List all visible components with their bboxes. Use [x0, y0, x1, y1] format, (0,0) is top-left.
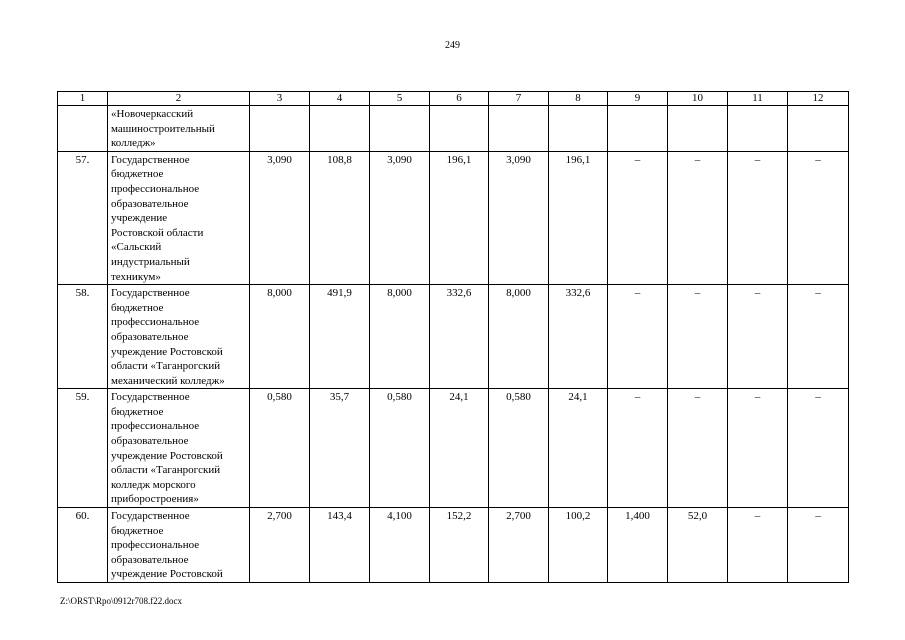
value-cell: – — [608, 151, 668, 284]
value-cell: 24,1 — [549, 389, 608, 508]
institution-name-line: Государственное — [111, 510, 190, 523]
table-row — [58, 106, 849, 152]
value-cell: – — [788, 508, 849, 583]
institution-name — [108, 508, 250, 583]
column-number-header: 10 — [668, 92, 728, 106]
institution-name-line: образовательное — [111, 330, 189, 343]
institution-name-line: колледж» — [111, 137, 156, 150]
value-cell: 24,1 — [430, 389, 489, 508]
value-cell — [788, 106, 849, 152]
institution-name-line: машиностроительный — [111, 122, 215, 135]
institution-name-line: учреждение Ростовской — [111, 568, 223, 581]
value-cell: – — [788, 389, 849, 508]
value-cell: – — [728, 285, 788, 389]
institution-name-line: техникум» — [111, 270, 161, 283]
value-cell: – — [728, 151, 788, 284]
institution-name-line: бюджетное — [111, 405, 164, 418]
institution-name-line: образовательное — [111, 435, 189, 448]
table-row — [58, 508, 849, 583]
column-number-header: 2 — [108, 92, 250, 106]
value-cell — [608, 106, 668, 152]
value-cell: 35,7 — [310, 389, 370, 508]
value-cell: 2,700 — [489, 508, 549, 583]
value-cell: 8,000 — [250, 285, 310, 389]
value-cell — [370, 106, 430, 152]
value-cell — [549, 106, 608, 152]
column-number-header: 5 — [370, 92, 430, 106]
value-cell: 8,000 — [489, 285, 549, 389]
value-cell: 332,6 — [430, 285, 489, 389]
value-cell: 152,2 — [430, 508, 489, 583]
footer-file-path: Z:\ORST\Rpo\0912r708.f22.docx — [60, 596, 182, 606]
value-cell: – — [788, 285, 849, 389]
value-cell: 332,6 — [549, 285, 608, 389]
value-cell: 0,580 — [489, 389, 549, 508]
column-number-header: 8 — [549, 92, 608, 106]
value-cell — [430, 106, 489, 152]
row-number: 60. — [58, 508, 108, 583]
value-cell: – — [728, 508, 788, 583]
value-cell — [668, 106, 728, 152]
value-cell: 3,090 — [489, 151, 549, 284]
table-row — [58, 285, 849, 389]
value-cell: 2,700 — [250, 508, 310, 583]
institution-name-line: учреждение Ростовской — [111, 345, 223, 358]
value-cell: 4,100 — [370, 508, 430, 583]
value-cell: 3,090 — [370, 151, 430, 284]
value-cell: 491,9 — [310, 285, 370, 389]
institution-name-line: Государственное — [111, 153, 190, 166]
value-cell: 108,8 — [310, 151, 370, 284]
institution-name-line: области «Таганрогский — [111, 360, 221, 373]
institution-name-line: образовательное — [111, 553, 189, 566]
institution-name-line: приборостроения» — [111, 493, 199, 506]
column-number-header: 7 — [489, 92, 549, 106]
row-number: 59. — [58, 389, 108, 508]
institution-name — [108, 389, 250, 508]
value-cell: 8,000 — [370, 285, 430, 389]
table-body — [58, 92, 849, 583]
value-cell — [310, 106, 370, 152]
value-cell: 100,2 — [549, 508, 608, 583]
header-row — [58, 92, 849, 106]
institution-name — [108, 151, 250, 284]
column-number-header: 4 — [310, 92, 370, 106]
institution-name-line: бюджетное — [111, 524, 164, 537]
institution-name-line: механический колледж» — [111, 374, 225, 387]
institution-name-line: бюджетное — [111, 301, 164, 314]
institution-name-line: Государственное — [111, 391, 190, 404]
institution-name-line: области «Таганрогский — [111, 464, 221, 477]
value-cell — [489, 106, 549, 152]
value-cell: – — [668, 389, 728, 508]
value-cell: – — [668, 285, 728, 389]
institution-name-line: индустриальный — [111, 255, 190, 268]
column-number-header: 11 — [728, 92, 788, 106]
value-cell: 52,0 — [668, 508, 728, 583]
value-cell: – — [608, 285, 668, 389]
institution-name-line: бюджетное — [111, 168, 164, 181]
value-cell: – — [728, 389, 788, 508]
institution-name-line: профессиональное — [111, 539, 200, 552]
row-number — [58, 106, 108, 152]
value-cell — [728, 106, 788, 152]
value-cell: – — [788, 151, 849, 284]
institution-name-line: профессиональное — [111, 316, 200, 329]
table-row — [58, 151, 849, 284]
institution-name-line: «Новочеркасский — [111, 108, 194, 120]
institution-name-line: учреждение — [111, 212, 168, 225]
value-cell: 196,1 — [549, 151, 608, 284]
value-cell: – — [668, 151, 728, 284]
column-number-header: 6 — [430, 92, 489, 106]
value-cell: 0,580 — [250, 389, 310, 508]
value-cell: 1,400 — [608, 508, 668, 583]
value-cell: 3,090 — [250, 151, 310, 284]
value-cell: – — [608, 389, 668, 508]
column-number-header: 3 — [250, 92, 310, 106]
budget-table — [57, 91, 849, 583]
page-number: 249 — [445, 40, 460, 51]
institution-name — [108, 285, 250, 389]
value-cell: 143,4 — [310, 508, 370, 583]
row-number: 58. — [58, 285, 108, 389]
institution-name — [108, 106, 250, 152]
table-row — [58, 389, 849, 508]
institution-name-line: колледж морского — [111, 478, 196, 491]
institution-name-line: профессиональное — [111, 420, 200, 433]
institution-name-line: Государственное — [111, 287, 190, 300]
institution-name-line: учреждение Ростовской — [111, 449, 223, 462]
institution-name-line: «Сальский — [111, 241, 162, 254]
column-number-header: 1 — [58, 92, 108, 106]
value-cell: 0,580 — [370, 389, 430, 508]
column-number-header: 9 — [608, 92, 668, 106]
row-number: 57. — [58, 151, 108, 284]
value-cell — [250, 106, 310, 152]
column-number-header: 12 — [788, 92, 849, 106]
institution-name-line: образовательное — [111, 197, 189, 210]
institution-name-line: Ростовской области — [111, 226, 204, 239]
institution-name-line: профессиональное — [111, 182, 200, 195]
value-cell: 196,1 — [430, 151, 489, 284]
